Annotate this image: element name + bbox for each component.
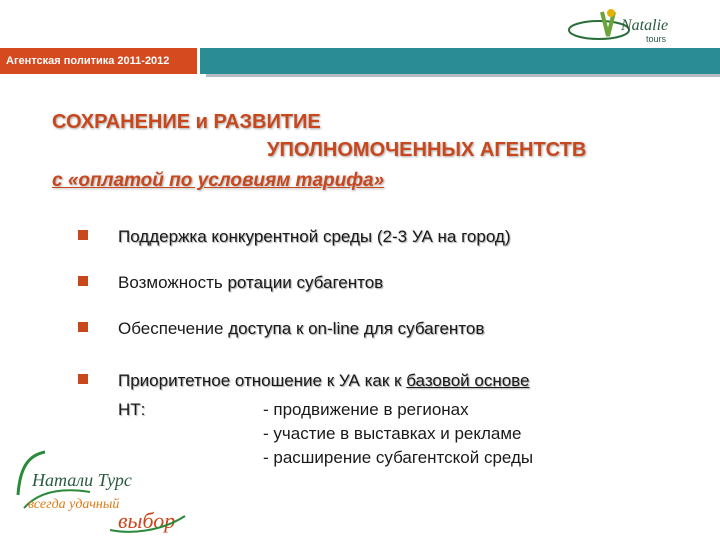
bullet-item-3	[118, 317, 688, 341]
nt-action-row	[118, 422, 678, 446]
nt-action-row	[118, 446, 678, 470]
page-subtitle: с «оплатой по условиям тарифа»	[52, 170, 385, 191]
bullet-highlight: ротации субагентов	[227, 273, 384, 292]
bullet-prefix: Обеспечение	[118, 319, 229, 338]
nt-label: НТ:	[118, 400, 146, 419]
nt-action-row	[118, 398, 678, 422]
bullet-item-2	[118, 271, 688, 295]
bullet-marker	[78, 276, 88, 286]
logo-text-top: Natalie	[621, 17, 669, 34]
bullet-highlight: базовой основе	[406, 371, 530, 390]
logo-line-2: всегда удачный	[28, 497, 120, 512]
bullet-marker	[78, 322, 88, 332]
title-line-2: УПОЛНОМОЧЕННЫХ АГЕНТСТВ	[267, 139, 587, 161]
natali-tours-slogan-logo	[10, 450, 200, 535]
bullet-marker	[78, 374, 88, 384]
nt-action: - расширение субагентской среды	[263, 448, 534, 467]
header-caption: Агентская политика 2011-2012	[0, 48, 197, 74]
bullet-marker	[78, 230, 88, 240]
nt-action: - продвижение в регионах	[263, 400, 469, 419]
bullet-prefix: Приоритетное отношение к УА как к	[118, 371, 407, 390]
logo-text-bottom: tours	[646, 34, 667, 44]
logo-line-3: выбор	[118, 508, 176, 533]
bullet-text: Поддержка конкурентной среды (2-3 УА на город)	[118, 227, 511, 246]
bullet-item-1	[118, 225, 688, 249]
nt-actions	[118, 398, 678, 470]
logo-line-1: Натали Турс	[32, 470, 132, 490]
nt-action: - участие в выставках и рекламе	[263, 424, 522, 443]
bullet-highlight: доступа к on-line для субагентов	[228, 319, 485, 338]
bullet-prefix: Возможность	[118, 273, 228, 292]
bullet-item-4	[118, 369, 688, 393]
title-line-1: СОХРАНЕНИЕ и РАЗВИТИЕ	[52, 111, 321, 133]
